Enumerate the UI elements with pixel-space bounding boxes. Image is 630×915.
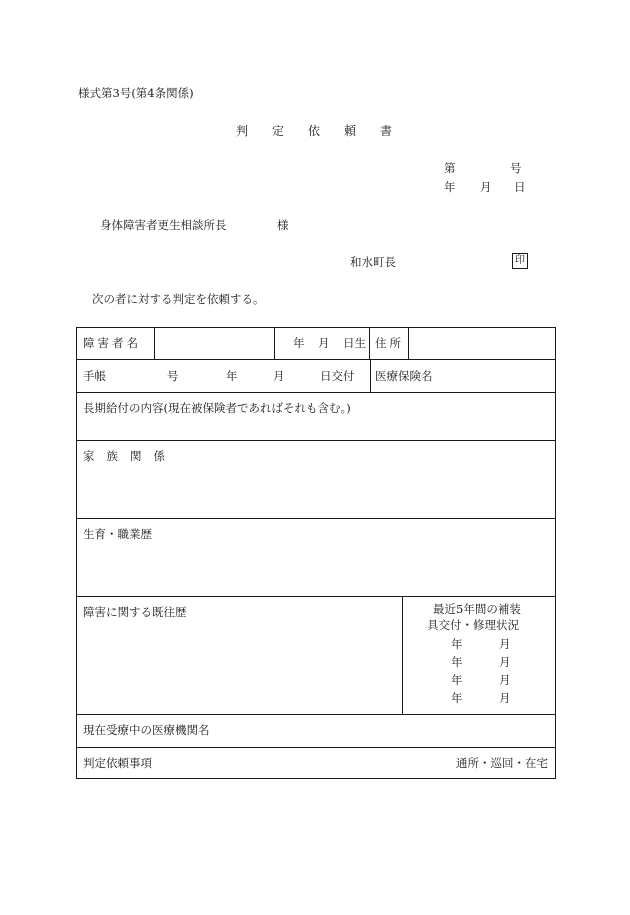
column-divider (402, 596, 403, 714)
prosthetics-month: 月 (499, 637, 511, 651)
disability-history-label: 障害に関する既往歴 (83, 605, 187, 619)
row-divider (77, 596, 555, 597)
date-month: 月 (480, 180, 492, 194)
birth-month: 月 (318, 336, 330, 350)
date-year: 年 (444, 180, 456, 194)
row-divider (77, 359, 555, 360)
date-day: 日 (514, 180, 526, 194)
prosthetics-year: 年 (451, 673, 463, 687)
name-label: 障害者名 (83, 336, 141, 350)
prosthetics-year: 年 (451, 655, 463, 669)
birth-day: 日生 (343, 336, 366, 350)
document-title: 判定依頼書 (236, 124, 417, 138)
address-label: 住所 (375, 336, 404, 350)
row-divider (77, 392, 555, 393)
row-divider (77, 714, 555, 715)
judgment-items-label: 判定依頼事項 (83, 756, 152, 770)
handbook-number: 号 (167, 369, 179, 383)
row-divider (77, 440, 555, 441)
column-divider (154, 328, 155, 359)
seal-mark: 印 (512, 253, 528, 269)
column-divider (408, 328, 409, 359)
prosthetics-month: 月 (499, 655, 511, 669)
addressee-honorific: 様 (277, 218, 289, 232)
issue-day: 日交付 (320, 369, 355, 383)
row-divider (77, 518, 555, 519)
sender: 和水町長 (350, 255, 396, 269)
prosthetics-month: 月 (499, 673, 511, 687)
insurance-label: 医療保険名 (375, 369, 433, 383)
issue-year: 年 (226, 369, 238, 383)
doc-number-suffix: 号 (510, 161, 522, 175)
column-divider (369, 328, 370, 359)
doc-number-prefix: 第 (444, 161, 456, 175)
long-term-benefits-label: 長期給付の内容(現在被保険者であればそれも含む。) (83, 401, 351, 415)
birth-year: 年 (293, 336, 305, 350)
prosthetics-heading-line2: 具交付・修理状況 (427, 618, 519, 632)
issue-month: 月 (273, 369, 285, 383)
row-divider (77, 747, 555, 748)
handbook-label: 手帳 (83, 369, 106, 383)
prosthetics-year: 年 (451, 691, 463, 705)
column-divider (274, 328, 275, 359)
family-relations-label: 家族関係 (83, 449, 177, 463)
judgment-request-form (76, 327, 556, 779)
current-medical-institution-label: 現在受療中の医療機関名 (83, 723, 210, 737)
prosthetics-heading-line1: 最近5年間の補装 (433, 602, 521, 616)
column-divider (370, 359, 371, 392)
request-text: 次の者に対する判定を依頼する。 (92, 292, 265, 306)
judgment-options: 通所・巡回・在宅 (456, 756, 548, 770)
form-number: 様式第3号(第4条関係) (78, 86, 194, 100)
prosthetics-month: 月 (499, 691, 511, 705)
prosthetics-year: 年 (451, 637, 463, 651)
upbringing-career-label: 生育・職業歴 (83, 527, 152, 541)
addressee: 身体障害者更生相談所長 (100, 218, 227, 232)
